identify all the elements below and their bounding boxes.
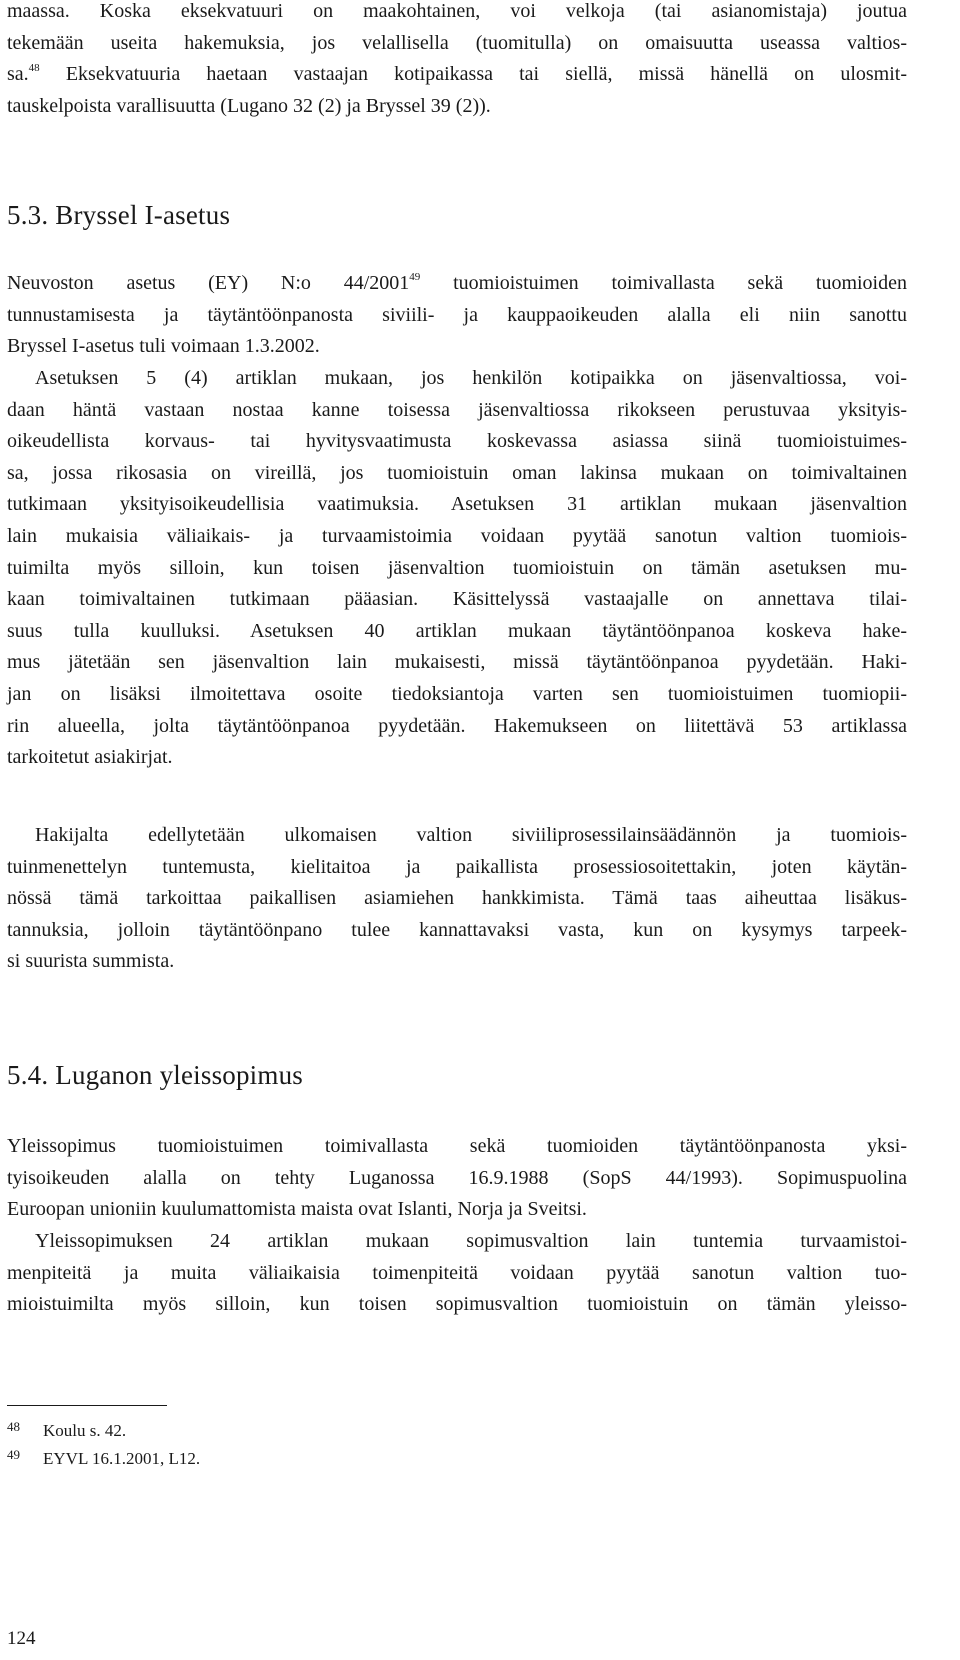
text-line: tekemään useita hakemuksia, jos velallisella (tuomitulla) on omaisuutta useassa valtios- xyxy=(7,31,907,54)
text-line: menpiteitä ja muita väliaikaisia toimenpiteitä voidaan pyytää sanotun valtion tuo- xyxy=(7,1261,907,1284)
footnote-divider xyxy=(7,1405,167,1406)
footnote-ref-49[interactable]: 49 xyxy=(409,271,421,283)
text-line: tannuksia, jolloin täytäntöönpano tulee kannattavaksi vasta, kun on kysymys tarpeek- xyxy=(7,918,907,941)
text-line: nössä tämä tarkoittaa paikallisen asiamiehen hankkimista. Tämä taas aiheuttaa lisäkus- xyxy=(7,887,907,910)
footnote-text: EYVL 16.1.2001, L12. xyxy=(43,1449,201,1468)
text-line: suus tulla kuulluksi. Asetuksen 40 artiklan mukaan täytäntöönpanoa koskeva hake- xyxy=(7,619,907,642)
text-line: daan häntä vastaan nostaa kanne toisessa jäsenvaltiossa rikokseen perustuvaa yksityis- xyxy=(7,398,907,421)
paragraph-article-5 xyxy=(7,363,907,774)
footnote-number: 49 xyxy=(7,1447,20,1462)
text-line: rin alueella, jolta täytäntöönpanoa pyydetään. Hakemukseen on liitettävä 53 artiklassa xyxy=(7,714,907,737)
text-line: Yleissopimus tuomioistuimen toimivallasta sekä tuomioiden täytäntöönpanosta yksi- xyxy=(7,1135,907,1157)
paragraph-lugano-intro xyxy=(7,1131,907,1226)
text-line: jan on lisäksi ilmoitettava osoite tiedoksiantoja varten sen tuomioistuimen tuomiopii- xyxy=(7,682,907,705)
text-line: tutkimaan yksityisoikeudellisia vaatimuksia. Asetuksen 31 artiklan mukaan jäsenvaltion xyxy=(7,493,907,516)
text-line: Bryssel I-asetus tuli voimaan 1.3.2002. xyxy=(7,335,320,358)
footnotes xyxy=(7,1417,200,1473)
text-line: Yleissopimuksen 24 artiklan mukaan sopimusvaltion lain tuntemia turvaamistoi- xyxy=(35,1230,907,1252)
text-line: Euroopan unioniin kuulumattomista maista ovat Islanti, Norja ja Sveitsi. xyxy=(7,1198,587,1221)
text-line: tyisoikeuden alalla on tehty Luganossa 16.9.1988 (SopS 44/1993). Sopimuspuolina xyxy=(7,1166,907,1189)
footnote-ref-48[interactable]: 48 xyxy=(28,62,40,75)
text-line: kaan toimivaltainen tutkimaan pääasian. Käsittelyssä vastaajalle on annettava tilai- xyxy=(7,588,907,611)
text-line: si suurista summista. xyxy=(7,950,175,973)
text-line: mioistuimilta myös silloin, kun toisen sopimusvaltion tuomioistuin on tämän yleisso- xyxy=(7,1293,907,1316)
section-heading-5-3: 5.3. Bryssel I-asetus xyxy=(7,200,231,230)
paragraph-brussels-intro xyxy=(7,268,907,363)
paragraph-applicant xyxy=(7,820,907,978)
text-line: tauskelpoista varallisuutta (Lugano 32 (2) ja Bryssel 39 (2)). xyxy=(7,94,491,117)
text-line: sa.$^{48}$ Eksekvatuuria haetaan vastaajan kotipaikassa tai siellä, missä hänellä on ulosmit- xyxy=(7,62,907,86)
text-line: tunnustamisesta ja täytäntöönpanosta siviili- ja kauppaoikeuden alalla eli niin sanottu xyxy=(7,303,907,326)
paragraph-top xyxy=(7,0,907,122)
text-line: sa, jossa rikosasia on vireillä, jos tuomioistuin oman lakinsa mukaan on toimivaltainen xyxy=(7,461,907,484)
page-number: 124 xyxy=(7,1628,36,1649)
text-line: mus jätetään sen jäsenvaltion lain mukaisesti, missä täytäntöönpanoa pyydetään. Haki- xyxy=(7,651,907,674)
text-line: Neuvoston asetus (EY) N:o 44/2001$^{49}$ tuomioistuimen toimivallasta sekä tuomioiden xyxy=(7,271,907,294)
footnote-number: 48 xyxy=(7,1419,20,1434)
section-heading-5-4: 5.4. Luganon yleissopimus xyxy=(7,1060,303,1090)
text-line: maassa. Koska eksekvatuuri on maakohtainen, voi velkoja (tai asianomistaja) joutua xyxy=(7,0,907,22)
text-line: tuimilta myös silloin, kun toisen jäsenvaltion tuomioistuin on tämän asetuksen mu- xyxy=(7,556,907,579)
text-line: lain mukaisia väliaikais- ja turvaamistoimia voidaan pyytää sanotun valtion tuomiois- xyxy=(7,524,907,547)
text-line: tuinmenettelyn tuntemusta, kielitaitoa ja paikallista prosessiosoitettakin, joten käytän- xyxy=(7,855,907,878)
text-line: Hakijalta edellytetään ulkomaisen valtion siviiliprosessilainsäädännön ja tuomiois- xyxy=(35,824,907,846)
text-line: tarkoitetut asiakirjat. xyxy=(7,746,173,769)
footnote-49 xyxy=(7,1445,200,1473)
text-line: Asetuksen 5 (4) artiklan mukaan, jos henkilön kotipaikka on jäsenvaltiossa, voi- xyxy=(35,367,907,389)
text-line: oikeudellista korvaus- tai hyvitysvaatimusta koskevassa asiassa siinä tuomioistuimes- xyxy=(7,430,907,453)
footnote-text: Koulu s. 42. xyxy=(43,1421,127,1440)
paragraph-lugano-article-24 xyxy=(7,1226,907,1321)
